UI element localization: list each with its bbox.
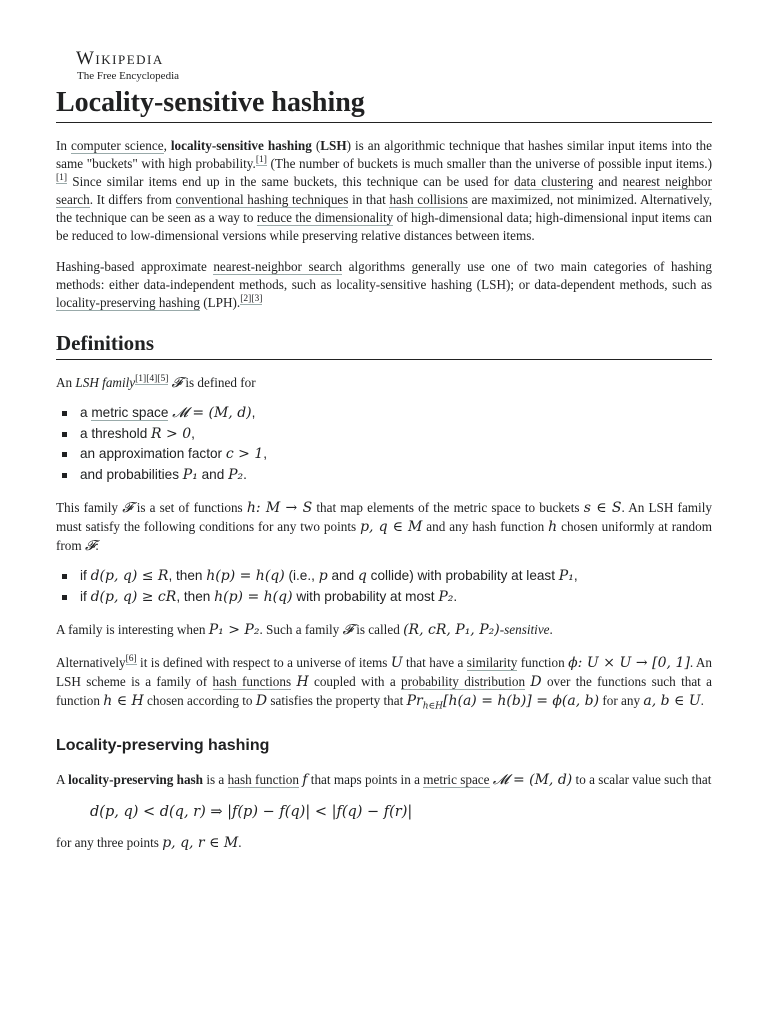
lph-paragraph-2: for any three points p, q, r ∈ M.	[56, 834, 242, 851]
definitions-paragraph-1: An LSH family[1][4][5] 𝓕 is defined for	[56, 374, 256, 392]
link-nearest-neighbor-search-2[interactable]: nearest-neighbor search	[213, 259, 343, 275]
link-conventional-hashing[interactable]: conventional hashing techniques	[175, 191, 349, 207]
link-similarity[interactable]: similarity	[466, 655, 518, 671]
wikipedia-logo[interactable]	[76, 48, 712, 82]
logo-wordmark: Wikipedia	[76, 48, 164, 69]
list-item: a threshold R > 0,	[80, 424, 712, 445]
link-metric-space-2[interactable]: metric space	[423, 771, 490, 787]
link-probability-distribution[interactable]: probability distribution	[401, 674, 526, 690]
link-nearest-neighbor-search[interactable]: nearest neighbor search	[56, 173, 713, 207]
hash-conditions-list	[56, 566, 712, 607]
link-locality-preserving-hashing[interactable]: locality-preserving hashing	[56, 295, 200, 311]
link-data-clustering[interactable]: data clustering	[514, 173, 594, 189]
link-hash-collisions[interactable]: hash collisions	[389, 191, 468, 207]
lph-formula: d(p, q) < d(q, r) ⇒ |f(p) − f(q)| < |f(q) − f(r)|	[90, 803, 413, 820]
citation-1[interactable]: [1]	[135, 374, 147, 385]
page-title: Locality-sensitive hashing	[56, 86, 712, 123]
section-heading-definitions: Definitions	[56, 330, 712, 360]
list-item: if d(p, q) ≥ cR, then h(p) = h(q) with probability at most P₂.	[80, 587, 712, 608]
intro-paragraph-1: In computer science, locality-sensitive hashing (LSH) is an algorithmic technique that hashes similar input items into the same "buckets" with high probability.[1] (The number of buckets is much smaller than the universe of possible input items.)[1] Since similar items end up in the same buckets, this technique can be used for data clustering and nearest neighbor search. It differs from conventional hashing techniques in that hash collisions are maximized, not minimized. Alternatively, the technique can be seen as a way to reduce the dimensionality of high-dimensional data; high-dimensional input items can be reduced to low-dimensional versions while preserving relative distances between items.	[56, 138, 713, 243]
definitions-paragraph-3: A family is interesting when P₁ > P₂. Such a family 𝓕 is called (R, cR, P₁, P₂)-sensitive.	[56, 622, 553, 639]
definitions-paragraph-4: Alternatively[6] it is defined with respect to a universe of items U that have a similarity function ϕ: U × U → [0, 1]. An LSH scheme is a family of hash functions H coupled with a probability distribution D over the functions such that a function h ∈ H chosen according to D satisfies the property that $Pr_{h\in H}[h(a) = h(b)] = \phi(a$, b) for any a, b ∈ U.	[56, 654, 713, 712]
link-hash-function[interactable]: hash function	[227, 771, 299, 787]
citation-3[interactable]: [3]	[251, 294, 263, 305]
list-item: an approximation factor c > 1,	[80, 444, 712, 465]
math-family: 𝓕	[171, 375, 183, 392]
citation-2[interactable]: [2]	[240, 294, 252, 305]
link-metric-space[interactable]: metric space	[91, 405, 169, 421]
definition-conditions-list	[56, 403, 712, 485]
citation-1[interactable]: [1]	[255, 154, 267, 165]
article	[56, 48, 712, 852]
citation-6[interactable]: [6]	[125, 654, 137, 665]
link-dimensionality-reduction[interactable]: reduce the dimensionality	[256, 209, 394, 225]
citation-4[interactable]: [4]	[146, 374, 158, 385]
lph-paragraph-1: A locality-preserving hash is a hash function f that maps points in a metric space 𝓜 = (M, d) to a scalar value such that	[56, 771, 712, 788]
list-item: a metric space 𝓜 = (M, d),	[80, 403, 712, 424]
citation-5[interactable]: [5]	[157, 374, 169, 385]
link-hash-functions[interactable]: hash functions	[212, 674, 292, 690]
section-heading-locality-preserving-hashing: Locality-preserving hashing	[56, 736, 270, 754]
link-computer-science[interactable]: computer science	[70, 138, 164, 153]
list-item: and probabilities P₁ and P₂.	[80, 465, 712, 486]
definitions-paragraph-2: This family 𝓕 is a set of functions h: M → S that map elements of the metric space to buckets s ∈ S. An LSH family must satisfy the following conditions for any two points p, q ∈ M and any hash function h chosen uniformly at random from 𝓕:	[56, 500, 713, 555]
intro-paragraph-2: Hashing-based approximate nearest-neighbor search algorithms generally use one of two main categories of hashing methods: either data-independent methods, such as locality-sensitive hashing (LSH); or data-dependent methods, such as locality-preserving hashing (LPH).[2][3]	[56, 259, 712, 311]
logo-tagline: The Free Encyclopedia	[77, 70, 180, 82]
list-item: if d(p, q) ≤ R, then h(p) = h(q) (i.e., p and q collide) with probability at least P₁,	[80, 566, 712, 587]
citation-1[interactable]: [1]	[56, 172, 68, 183]
